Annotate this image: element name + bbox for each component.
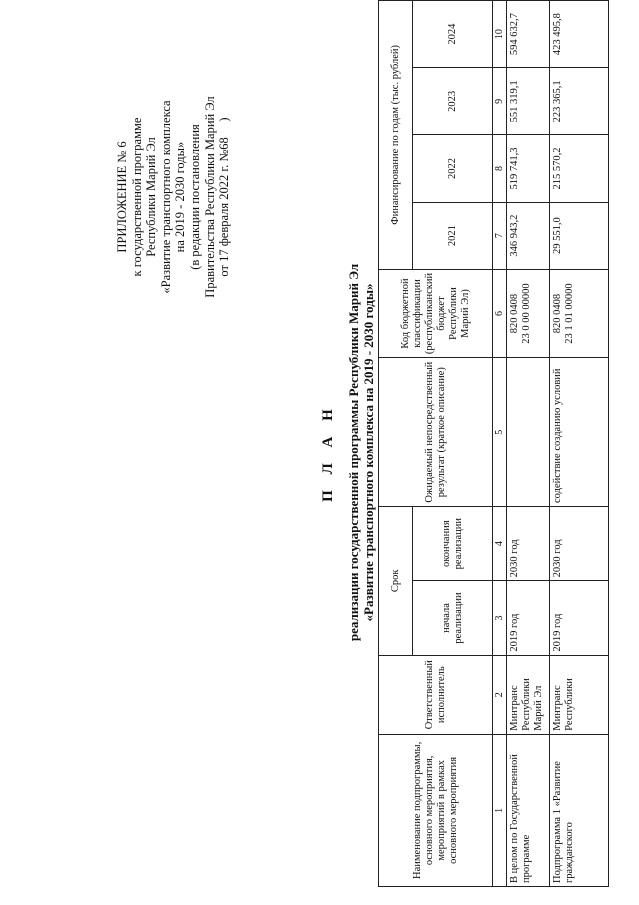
header-financing: Финансирование по годам (тыс. рублей) bbox=[379, 1, 413, 270]
row-2022: 215 570,2 bbox=[550, 135, 609, 202]
appendix-line: к государственной программе bbox=[129, 117, 144, 277]
header-year-2022: 2022 bbox=[413, 135, 493, 202]
column-number: 3 bbox=[493, 581, 507, 655]
row-result: содействие созданию условий bbox=[550, 358, 609, 507]
row-2024: 423 495,8 bbox=[550, 1, 609, 68]
appendix-date-line bbox=[217, 37, 232, 357]
row-kbk bbox=[507, 269, 550, 358]
kbk-line: 23 0 00 00000 bbox=[521, 283, 532, 344]
row-2023: 223 365,1 bbox=[550, 68, 609, 135]
kbk-line: 23 1 01 00000 bbox=[564, 283, 575, 344]
subtitle-line: реализации государственной программы Республики Марий Эл bbox=[346, 263, 361, 642]
row-2021: 29 551,0 bbox=[550, 202, 609, 269]
date-prefix: от bbox=[217, 265, 232, 277]
column-number: 10 bbox=[493, 1, 507, 68]
row-name: В целом по Государственной программе bbox=[507, 734, 550, 886]
row-executor: Минтранс Республики Марий Эл bbox=[507, 655, 550, 734]
table-row bbox=[550, 1, 609, 887]
header-year-2021: 2021 bbox=[413, 202, 493, 269]
column-number: 9 bbox=[493, 68, 507, 135]
appendix-line: «Развитие транспортного комплекса bbox=[158, 100, 173, 294]
header-kbk: Код бюджетной классификации (республиканский бюджет Республики Марий Эл) bbox=[379, 269, 493, 358]
row-name: Подпрограмма 1 «Развитие гражданского bbox=[550, 734, 609, 886]
appendix-line: ПРИЛОЖЕНИЕ № 6 bbox=[115, 141, 129, 253]
header-result: Ожидаемый непосредственный результат (краткое описание) bbox=[379, 358, 493, 507]
row-end: 2030 год bbox=[507, 507, 550, 581]
column-number: 6 bbox=[493, 269, 507, 358]
row-start: 2019 год bbox=[550, 581, 609, 655]
row-end: 2030 год bbox=[550, 507, 609, 581]
appendix-line: на 2019 - 2030 годы» bbox=[173, 141, 188, 253]
column-number-row bbox=[493, 1, 507, 887]
appendix-line: Республики Марий Эл bbox=[144, 137, 159, 257]
document-number: 68 bbox=[217, 137, 232, 150]
column-number: 8 bbox=[493, 135, 507, 202]
column-number: 5 bbox=[493, 358, 507, 507]
header-term-start: начала реализации bbox=[413, 581, 493, 655]
header-name: Наименование подпрограммы, основного мероприятия, мероприятий в рамках основного мероприятия bbox=[379, 734, 493, 886]
column-number: 1 bbox=[493, 734, 507, 886]
plan-title: П Л А Н bbox=[320, 403, 336, 502]
appendix-line: (в редакции постановления bbox=[187, 124, 202, 270]
header-year-2023: 2023 bbox=[413, 68, 493, 135]
row-kbk bbox=[550, 269, 609, 358]
table-row bbox=[507, 1, 550, 887]
appendix-line: Правительства Республики Марий Эл bbox=[202, 96, 217, 298]
row-2021: 346 943,2 bbox=[507, 202, 550, 269]
plan-subtitle bbox=[346, 0, 376, 905]
header-year-2024: 2024 bbox=[413, 1, 493, 68]
column-number: 4 bbox=[493, 507, 507, 581]
date-month-year: февраля 2022 г. № bbox=[217, 149, 232, 247]
row-2023: 551 319,1 bbox=[507, 68, 550, 135]
row-executor: Минтранс Республики bbox=[550, 655, 609, 734]
date-suffix: ) bbox=[217, 117, 232, 122]
column-number: 7 bbox=[493, 202, 507, 269]
column-number: 2 bbox=[493, 655, 507, 734]
row-2022: 519 741,3 bbox=[507, 135, 550, 202]
row-result bbox=[507, 358, 550, 507]
appendix-header bbox=[115, 37, 232, 357]
header-term-end: окончания реализации bbox=[413, 507, 493, 581]
row-2024: 594 632,7 bbox=[507, 1, 550, 68]
kbk-line: 820 0408 bbox=[552, 293, 563, 334]
subtitle-line: «Развитие транспортного комплекса на 2019 - 2030 годы» bbox=[361, 283, 376, 622]
kbk-line: 820 0408 bbox=[509, 293, 520, 334]
date-day: 17 bbox=[217, 249, 232, 262]
header-executor: Ответственный исполнитель bbox=[379, 655, 493, 734]
row-start: 2019 год bbox=[507, 581, 550, 655]
plan-table bbox=[378, 0, 609, 887]
header-term: Срок bbox=[379, 507, 413, 656]
